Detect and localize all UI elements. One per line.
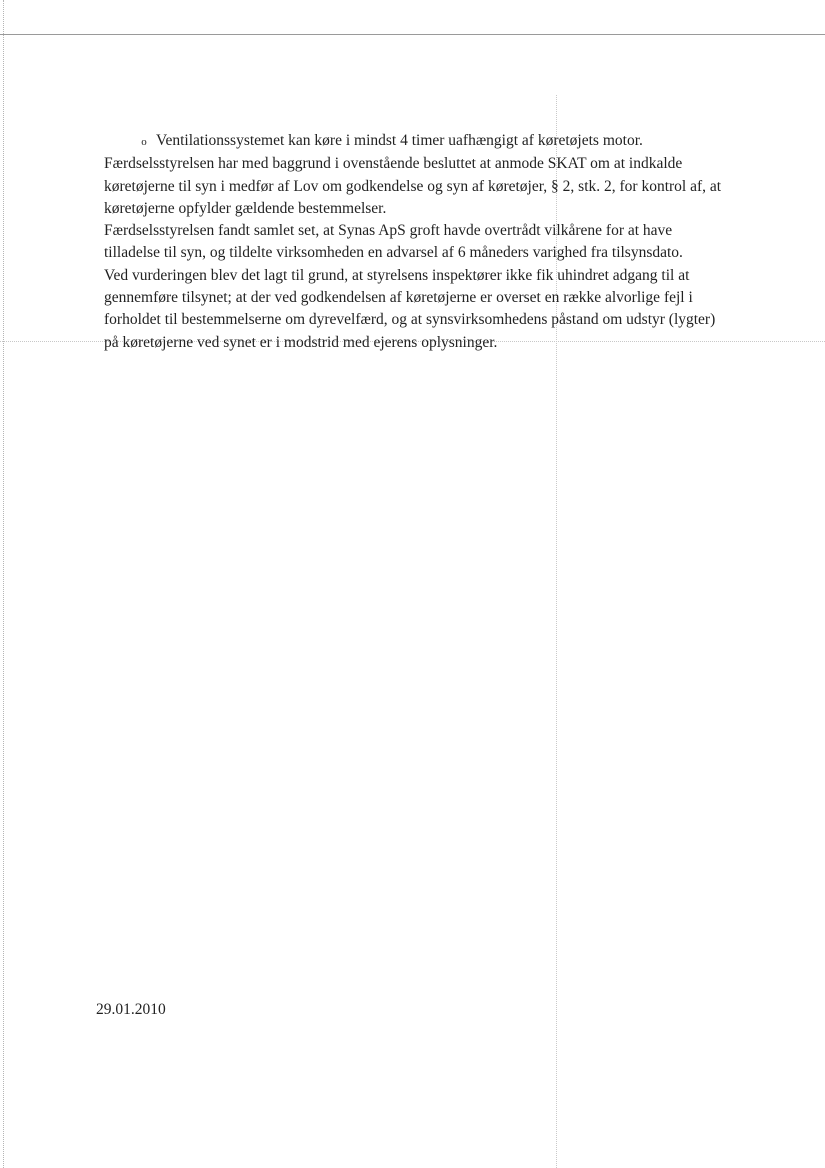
text-line: Færdselsstyrelsen fandt samlet set, at Synas ApS groft havde overtrådt vilkårene for at have <box>104 222 673 240</box>
bullet-text: Ventilationssystemet kan køre i mindst 4 timer uafhængigt af køretøjets motor. <box>156 132 643 149</box>
document-date: 29.01.2010 <box>96 1001 166 1018</box>
text-line: køretøjerne opfylder gældende bestemmelser. <box>104 199 387 217</box>
text-line: Færdselsstyrelsen har med baggrund i ovenstående besluttet at anmode SKAT om at indkalde <box>104 155 683 173</box>
paragraph-decision <box>104 153 764 220</box>
bullet-circle-icon: o <box>141 136 147 148</box>
paragraph-warning <box>104 220 764 265</box>
paragraph-assessment <box>104 265 764 354</box>
text-line: på køretøjerne ved synet er i modstrid med ejerens oplysninger. <box>104 333 498 351</box>
scan-edge-line <box>0 34 825 35</box>
text-line: køretøjerne til syn i medfør af Lov om godkendelse og syn af køretøjer, § 2, stk. 2, for kontrol af, at <box>104 177 722 195</box>
scan-left-edge <box>3 0 4 1168</box>
text-line: Ved vurderingen blev det lagt til grund, at styrelsens inspektører ikke fik uhindret adgang til at <box>104 266 690 284</box>
text-line: gennemføre tilsynet; at der ved godkendelsen af køretøjerne er overset en række alvorlige fejl i <box>104 289 693 307</box>
text-line: forholdet til bestemmelserne om dyrevelfærd, og at synsvirksomhedens påstand om udstyr (lygter) <box>104 311 716 329</box>
text-line: tilladelse til syn, og tildelte virksomheden en advarsel af 6 måneders varighed fra tilsynsdato. <box>104 244 683 262</box>
document-body <box>104 130 764 354</box>
bullet-item <box>104 130 764 153</box>
